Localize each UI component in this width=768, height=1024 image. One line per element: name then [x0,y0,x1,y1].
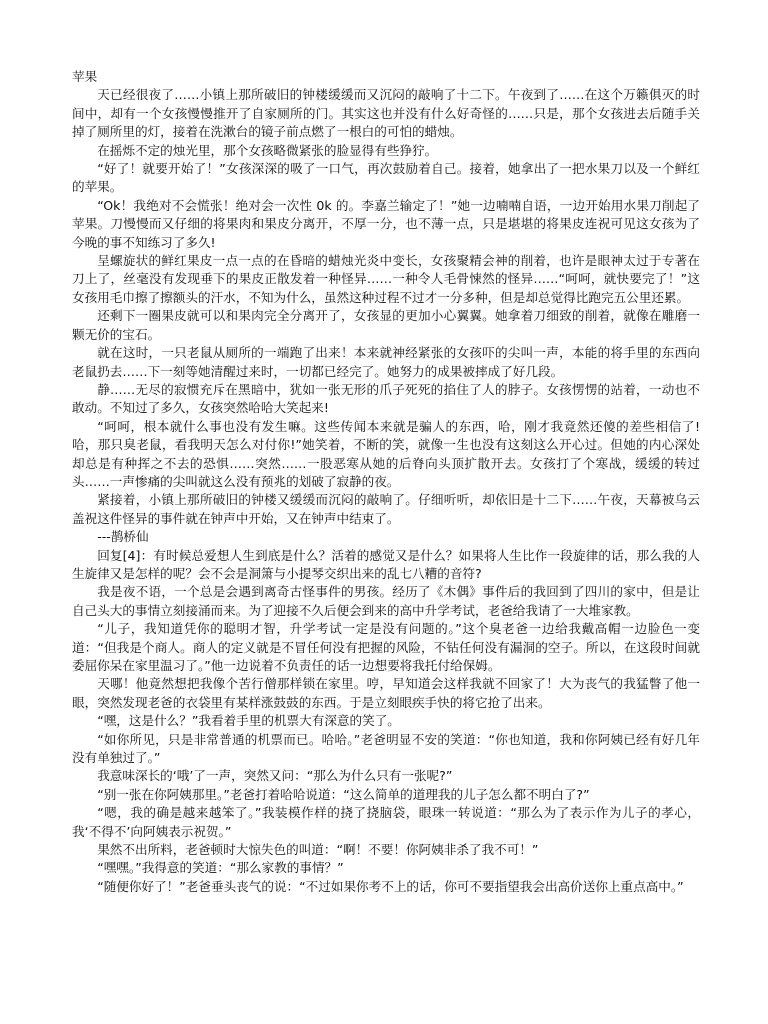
paragraph: 静……无尽的寂惯充斥在黑暗中，犹如一张无形的爪子死死的掐住了人的脖子。女孩愣愣的站着，一动也不敢动。不知过了多久，女孩突然哈哈大笑起来! [72,381,700,416]
paragraph: 呈螺旋状的鲜红果皮一点一点的在昏暗的蜡烛光炎中变长，女孩聚精会神的削着，也许是眼神太过于专著在刀上了，丝毫没有发现垂下的果皮正散发着一种怪异……一种令人毛骨悚然的怪异……“呵呵，就快要完了！”这女孩用毛巾擦了擦额头的汗水，不知为什么，虽然这种过程不过才一分多种，但是却总觉得比跑完五公里还累。 [72,253,700,305]
paragraph: 天哪！他竟然想把我像个苦行僧那样锁在家里。哼，早知道会这样我就不回家了！大为丧气的我猛瞥了他一眼，突然发现老爸的衣袋里有某样涨鼓鼓的东西。于是立刻眼疾手快的将它抢了出来。 [72,676,700,710]
paragraph: “别一张在你阿姨那里。”老爸打着哈哈说道：“这么简单的道理我的儿子怎么都不明白了?” [97,786,590,802]
paragraph: “嗯，我的确是越来越笨了。”我装模作样的挠了挠脑袋，眼珠一转说道：“那么为了表示作为儿子的孝心，我‘不得不’向阿姨表示祝贺。” [72,805,700,839]
paragraph: “如你所见，只是非常普通的机票而已。哈哈。”老爸明显不安的笑道：“你也知道，我和你阿姨已经有好几年没有单独过了。” [72,731,700,766]
paragraph: “Ok！我绝对不会慌张！绝对会一次性 0k 的。李嘉兰输定了！”她一边喃喃自语，一边开始用水果刀削起了苹果。刀慢慢而又仔细的将果肉和果皮分离开，不厚一分，也不薄一点，只是堪堪的将果皮连祝可见这女孩为了今晚的事不知练习了多久! [72,197,700,250]
paragraph: 在摇烁不定的烛光里，那个女孩略微紧张的脸显得有些狰狞。 [97,142,438,158]
paragraph: 就在这时，一只老鼠从厕所的一端跑了出来！本来就神经紧张的女孩吓的尖叫一声，本能的将手里的东西向老鼠扔去……下一刻等她清醒过来时，一切都已经完了。她努力的成果被摔成了好几段。 [72,345,700,379]
paragraph: 紧接着，小镇上那所破旧的钟楼又缓缓而沉闷的敲响了。仔细听听，却依旧是十二下……午夜，天幕被乌云盖祝这件怪异的事件就在钟声中开始，又在钟声中结束了。 [72,492,700,526]
paragraph: 我意味深长的‘哦’了一声，突然又问：“那么为什么只有一张呢?” [97,768,453,784]
document-page [72,68,700,896]
document-title: 苹果 [72,69,98,84]
paragraph: 果然不出所料，老爸顿时大惊失色的叫道：“啊！不要！你阿姨非杀了我不可！” [97,842,539,858]
author-signature: ---鹊桥仙 [97,529,149,545]
paragraph: “嘿嘿。”我得意的笑道：“那么家教的事情？” [97,860,344,876]
paragraph: 天已经很夜了……小镇上那所破旧的钟楼缓缓而又沉闷的敲响了十二下。午夜到了……在这个万籁俱灭的时间中，却有一个女孩慢慢推开了自家厕所的门。其实这也并没有什么好奇怪的……只是，那个女孩进去后随手关掉了厕所里的灯，接着在洗漱台的镜子前点燃了一根白的可怕的蜡烛。 [72,87,700,140]
paragraph: 还剩下一圈果皮就可以和果肉完全分离开了，女孩显的更加小心翼翼。她拿着刀细致的削着，就像在雕磨一颗无价的宝石。 [72,308,700,342]
paragraph: “嘿，这是什么？”我看着手里的机票大有深意的笑了。 [97,713,400,729]
reply-header-paragraph: 回复[4]：有时候总爱想人生到底是什么？活着的感觉又是什么？如果将人生比作一段旋律的话，那么我的人生旋律又是怎样的呢？会不会是洞箫与小提琴交织出来的乱七八糟的音符? [72,547,700,581]
paragraph: “好了！就要开始了！”女孩深深的吸了一口气，再次鼓励着自己。接着，她拿出了一把水果刀以及一个鲜红的苹果。 [72,161,700,195]
paragraph: “随便你好了！”老爸垂头丧气的说：“不过如果你考不上的话，你可不要指望我会出高价送你上重点高中。” [97,878,684,894]
paragraph: 我是夜不语，一个总是会遇到离奇古怪事件的男孩。经历了《木偶》事件后的我回到了四川的家中，但是让自己头大的事情立刻接涌而来。为了迎接不久后便会到来的高中升学考试，老爸给我请了一大堆家教。 [72,584,700,618]
paragraph: “儿子，我知道凭你的聪明才智，升学考试一定是没有问题的。”这个臭老爸一边给我戴高帽一边脸色一变道：“但我是个商人。商人的定义就是不冒任何没有把握的风险，不钻任何没有漏洞的空子。所以，在这段时间就委屈你呆在家里温习了。”他一边说着不负责任的话一边想要将我托付给保姆。 [72,621,700,673]
paragraph: “呵呵，根本就什么事也没有发生嘛。这些传闻本来就是骗人的东西，哈，刚才我竟然还傻的差些相信了!哈，那只臭老鼠，看我明天怎么对付你!”她笑着，不断的笑，就像一生也没有这刻这么开心过。但她的内心深处却总是有种挥之不去的恐惧……突然……一股恶寒从她的后脊向头顶扩散开去。女孩打了个寒战，缓缓的转过头……一声惨痛的尖叫就这么没有预兆的划破了寂静的夜。 [72,418,700,489]
